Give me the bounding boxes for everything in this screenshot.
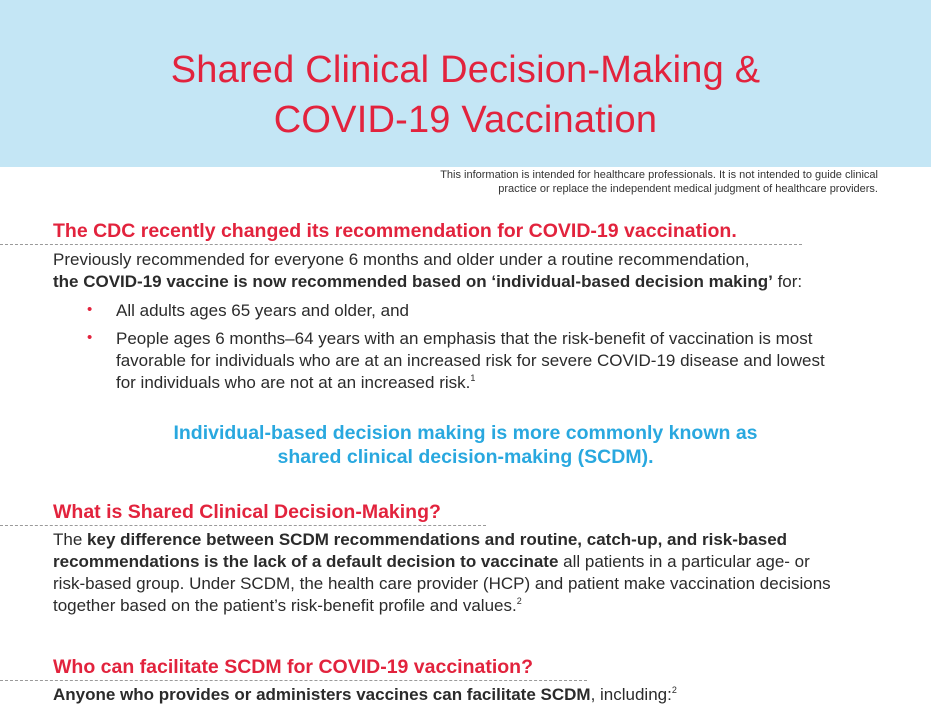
section2-line2-bold: recommendations is the lack of a default decision to vaccinate [53, 552, 559, 571]
bullet-marker: • [87, 301, 93, 318]
footnote-ref: 2 [671, 685, 677, 695]
section3-line1-rest: , including: [590, 685, 672, 704]
section1-divider [0, 244, 802, 245]
section2-line2-rest: all patients in a particular age- or [558, 552, 810, 571]
section1-intro-line1: Previously recommended for everyone 6 months and older under a routine recommendation, [53, 250, 750, 269]
disclaimer-line2: practice or replace the independent medical judgment of healthcare providers. [498, 183, 878, 195]
section1-intro-rest: for: [772, 272, 803, 291]
section2-line3: risk-based group. Under SCDM, the health care provider (HCP) and patient make vaccination decisions [53, 574, 831, 593]
section1-intro-bold: the COVID-19 vaccine is now recommended based on ‘individual-based decision making’ [53, 272, 773, 291]
disclaimer-line1: This information is intended for healthcare professionals. It is not intended to guide clinical [440, 169, 878, 181]
section3-heading: Who can facilitate SCDM for COVID-19 vaccination? [53, 656, 533, 678]
section2-divider [0, 525, 486, 526]
bullet-item-2-line3 [116, 372, 475, 394]
section2-line1 [53, 529, 787, 551]
bullet-item-2-line3-text: for individuals who are not at an increased risk. [116, 373, 471, 392]
section3-divider [0, 680, 587, 681]
section3-line1 [53, 684, 677, 706]
section2-line1-bold: key difference between SCDM recommendations and routine, catch-up, and risk-based [87, 530, 788, 549]
section2-line4 [53, 595, 522, 617]
bullet-item-2-line2: favorable for individuals who are at an increased risk for severe COVID-19 disease and lowest [116, 351, 825, 370]
footnote-ref: 2 [516, 596, 522, 606]
section3-line1-bold: Anyone who provides or administers vaccines can facilitate SCDM [53, 685, 591, 704]
bullet-marker: • [87, 329, 93, 346]
section2-line1-pre: The [53, 530, 88, 549]
disclaimer [358, 168, 878, 196]
section2-line4-text: together based on the patient’s risk-benefit profile and values. [53, 596, 517, 615]
section1-heading: The CDC recently changed its recommendation for COVID-19 vaccination. [53, 220, 737, 242]
page-title-line1: Shared Clinical Decision-Making & [170, 49, 761, 91]
section2-heading: What is Shared Clinical Decision-Making? [53, 501, 441, 523]
bullet-item-2-line1: People ages 6 months–64 years with an emphasis that the risk-benefit of vaccination is most [116, 329, 813, 348]
section2-line2 [53, 551, 810, 573]
bullet-item-1: All adults ages 65 years and older, and [116, 301, 409, 320]
footnote-ref: 1 [470, 373, 476, 383]
callout-line2: shared clinical decision-making (SCDM). [277, 446, 654, 468]
page-title-line2: COVID-19 Vaccination [273, 99, 658, 141]
section1-intro-line2 [53, 271, 802, 293]
callout-line1: Individual-based decision making is more commonly known as [173, 422, 758, 444]
